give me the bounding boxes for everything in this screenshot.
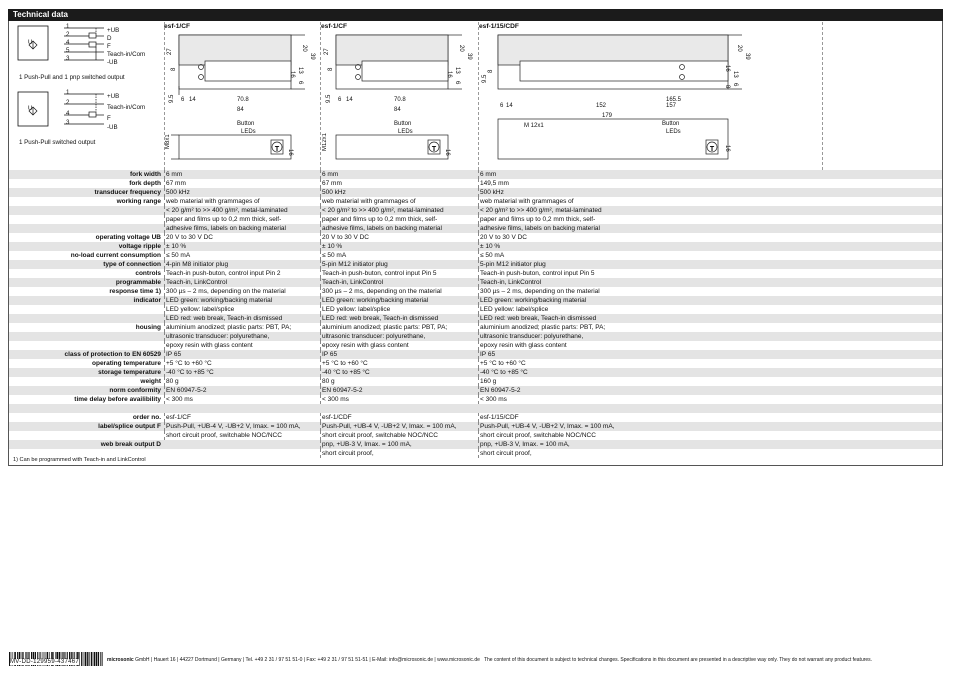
spec-value: Teach-in, LinkControl [320,278,479,287]
spec-value: LED red: web break, Teach-in dismissed [164,314,321,323]
dim-label: 27 [324,48,330,55]
spec-label: fork width [129,171,161,178]
spec-value: LED green: working/backing material [164,296,321,305]
spec-label: voltage ripple [118,243,161,250]
dim-label: 70.8 [237,97,249,103]
dim-label: 39 [744,53,750,60]
dim-label: 16 [446,71,452,78]
spec-label: web break output D [100,441,161,448]
dim-label: 14 [346,97,353,103]
spec-row [9,224,942,233]
spec-value: pnp, +UB-3 V, Imax. = 100 mA, [478,440,823,449]
spec-row [9,422,942,431]
spec-value: ≤ 50 mA [320,251,479,260]
spec-label: time delay before availibility [74,396,161,403]
spec-label: housing [135,324,161,331]
column-title-1: esf-1/CF [164,23,191,30]
spec-value: 80 g [164,377,321,386]
spec-value: Teach-in, LinkControl [478,278,823,287]
spec-row [9,341,942,350]
spec-value: 6 mm [320,170,479,179]
spec-value: Teach-in push-buton, control input Pin 5 [478,269,823,278]
dim-label: 16 [724,65,730,72]
spec-value: 149,5 mm [478,179,823,188]
dim-label: 165.5 [666,97,682,103]
spec-row [9,449,942,458]
schematic-1-pin: 1 [66,23,70,30]
spec-row [9,323,942,332]
spec-value: esf-1/CF [164,413,321,422]
spec-value: LED yellow: label/splice [478,305,823,314]
button-callout: Button [394,121,412,127]
spec-row [9,368,942,377]
dim-label: 8 [488,69,494,73]
spec-value: 20 V to 30 V DC [164,233,321,242]
spec-value: ± 10 % [478,242,823,251]
spec-label: controls [135,270,161,277]
spec-value: 300 µs – 2 ms, depending on the material [320,287,479,296]
spec-value: -40 °C to +85 °C [164,368,321,377]
spec-row [9,170,942,179]
spec-label: operating voltage UB [95,234,161,241]
spec-value: 80 g [320,377,479,386]
spec-row [9,314,942,323]
spec-row [9,395,942,404]
dim-label: 16 [287,149,293,156]
dim-label: 13 [732,71,738,78]
spec-value: +5 °C to +60 °C [478,359,823,368]
spec-value: ultrasonic transducer: polyurethane, [320,332,479,341]
spec-row [9,260,942,269]
signal-label: -UB [107,124,118,131]
spec-value: ± 10 % [320,242,479,251]
leds-callout: LEDs [666,129,681,135]
dim-label: 16 [724,145,730,152]
spec-value: 5-pin M12 initiator plug [478,260,823,269]
dim-label: 8 [171,67,177,71]
dim-label: 6 [732,83,738,87]
spec-value: Push-Pull, +UB-4 V, -UB+2 V, Imax. = 100 mA, [164,422,321,431]
spec-value: ultrasonic transducer: polyurethane, [478,332,823,341]
dim-label: 20 [301,45,307,52]
spec-row [9,242,942,251]
spec-value: ultrasonic transducer: polyurethane, [164,332,321,341]
spec-label: operating temperature [92,360,161,367]
dim-label: 84 [394,107,401,113]
spec-row [9,278,942,287]
signal-label: -UB [107,59,118,66]
spec-value: pnp, +UB-3 V, Imax. = 100 mA, [320,440,479,449]
spec-row [9,305,942,314]
dim-label: 16 [444,149,450,156]
spec-value: LED red: web break, Teach-in dismissed [478,314,823,323]
dim-label: 39 [309,53,315,60]
schematic-2-caption: 1 Push-Pull switched output [19,139,96,146]
spec-value: web material with grammages of [478,197,823,206]
spec-value: < 20 g/m² to >> 400 g/m², metal-laminated [164,206,321,215]
spec-label: indicator [133,297,161,304]
spec-value: esf-1/CDF [320,413,479,422]
spec-value: web material with grammages of [164,197,321,206]
column-divider [478,22,479,170]
dim-label: 179 [602,113,613,119]
dim-label: 6 [297,81,303,85]
spec-value: IP 65 [164,350,321,359]
dim-label: 20 [458,45,464,52]
spec-value: short circuit proof, switchable NOC/NCC [320,431,479,440]
signal-label: +UB [107,93,120,100]
barcode-text: MV-DD-129959-437467 [10,659,80,665]
spec-value: < 20 g/m² to >> 400 g/m², metal-laminated [478,206,823,215]
spec-value: adhesive films, labels on backing material [320,224,479,233]
button-callout: Button [662,121,680,127]
signal-label: +UB [107,27,120,34]
spec-value: short circuit proof, [320,449,479,458]
spec-row [9,179,942,188]
column-divider [822,22,823,170]
spec-value: LED red: web break, Teach-in dismissed [320,314,479,323]
footer-address: GmbH | Hauert 16 | 44227 Dortmund | Germany | Tel. +49 2 31 / 97 51 51-0 | Fax: +49 2 31 / 97 51 51-51 | E-Mail: info@microsonic.de | www.microsonic.de [135,657,480,663]
spec-value: epoxy resin with glass content [320,341,479,350]
spec-label: response time 1) [109,288,161,295]
spec-value: aluminium anodized; plastic parts: PBT, PA; [320,323,479,332]
schematic-2-pin: 1 [66,89,70,96]
button-callout: Button [237,121,255,127]
schematic-1-pin: 4 [66,39,70,46]
spec-value: short circuit proof, [478,449,823,458]
dim-label: M12x1 [322,132,328,151]
sensor-symbol-label: U [28,105,33,112]
dimension-drawing-2 [322,31,476,169]
spec-value: IP 65 [320,350,479,359]
spec-value: adhesive films, labels on backing material [164,224,321,233]
schematic-1-caption: 1 Push-Pull and 1 pnp switched output [19,74,125,81]
spec-value: 6 mm [164,170,321,179]
spec-row [9,386,942,395]
spec-value: Teach-in push-buton, control input Pin 5 [320,269,479,278]
spec-label: order no. [132,414,161,421]
spec-value: epoxy resin with glass content [164,341,321,350]
column-divider [320,22,321,170]
spec-row [9,413,942,422]
signal-label: Teach-in/Com [107,104,146,111]
spec-value: LED green: working/backing material [478,296,823,305]
spec-value: EN 60947-5-2 [164,386,321,395]
schematic-2-pin: 4 [66,110,70,117]
schematic-2-pin: 2 [66,99,70,106]
wiring-schematics [9,22,159,170]
spec-value: Push-Pull, +UB-4 V, -UB+2 V, Imax. = 100 mA, [478,422,823,431]
spec-value: IP 65 [478,350,823,359]
spec-value: 4-pin M8 initiator plug [164,260,321,269]
dim-label: 8 [328,67,334,71]
spec-value: -40 °C to +85 °C [478,368,823,377]
sensor-symbol-label: U [28,39,33,46]
dim-label: 6 [500,103,504,109]
spec-value: LED yellow: label/splice [320,305,479,314]
spec-value: EN 60947-5-2 [320,386,479,395]
spec-value: Push-Pull, +UB-4 V, -UB+2 V, Imax. = 100 mA, [320,422,479,431]
spec-row [9,233,942,242]
spec-value: short circuit proof, switchable NOC/NCC [164,431,321,440]
signal-label: D [107,35,112,42]
spec-value: +5 °C to +60 °C [320,359,479,368]
dim-label: 9.5 [482,74,488,83]
spec-row [9,188,942,197]
spec-label: type of connection [103,261,161,268]
schematic-1-pin: 5 [66,47,70,54]
spec-value: 300 µs – 2 ms, depending on the material [478,287,823,296]
dim-label: 9.5 [326,94,332,103]
footer [107,652,872,668]
dim-label: 6 [338,97,342,103]
spec-value: 20 V to 30 V DC [320,233,479,242]
leds-callout: LEDs [398,129,413,135]
dim-label: 152 [596,103,607,109]
dim-label: 157 [666,103,677,109]
dim-label: 84 [237,107,244,113]
spec-value: 67 mm [320,179,479,188]
spec-label: storage temperature [98,369,161,376]
spec-row [9,251,942,260]
footer-disclaimer: The content of this document is subject to technical changes. Specifications in this document are presented in a descriptive way only. They do not warrant any product features. [483,657,873,663]
footer-brand: microsonic [107,657,134,663]
spec-value: 300 µs – 2 ms, depending on the material [164,287,321,296]
spec-label: weight [140,378,161,385]
spec-row [9,431,942,440]
spec-value: aluminium anodized; plastic parts: PBT, PA; [478,323,823,332]
spec-value: epoxy resin with glass content [478,341,823,350]
spec-value: 5-pin M12 initiator plug [320,260,479,269]
dimension-drawing-3 [480,31,770,169]
dim-label: 8 [724,85,730,89]
spec-value: paper and films up to 0,2 mm thick, self- [478,215,823,224]
dim-label: 6 [181,97,185,103]
dimension-drawing-1 [165,31,319,169]
spec-value: ± 10 % [164,242,321,251]
spec-value: short circuit proof, switchable NOC/NCC [478,431,823,440]
column-title-2: esf-1/CF [321,23,348,30]
spec-label: programmable [115,279,161,286]
dim-label: M8x1 [165,134,171,149]
spec-value: LED green: working/backing material [320,296,479,305]
spec-row [9,296,942,305]
spec-row [9,404,942,413]
spec-row [9,287,942,296]
svg-text:T: T [274,146,280,153]
dim-label: M 12x1 [524,123,544,129]
spec-label: fork depth [129,180,161,187]
schematic-1-pin: 2 [66,31,70,38]
spec-row [9,269,942,278]
column-title-3: esf-1/15/CDF [479,23,519,30]
schematic-1-pin: 3 [66,55,70,62]
spec-value: 500 kHz [478,188,823,197]
spec-label: working range [116,198,161,205]
spec-value: web material with grammages of [320,197,479,206]
spec-value: aluminium anodized; plastic parts: PBT, PA; [164,323,321,332]
spec-value: ≤ 50 mA [478,251,823,260]
dim-label: 39 [466,53,472,60]
dim-label: 27 [167,48,173,55]
dim-label: 9.5 [169,94,175,103]
dim-label: 16 [289,71,295,78]
dim-label: 13 [454,67,460,74]
spec-value: LED yellow: label/splice [164,305,321,314]
spec-value: EN 60947-5-2 [478,386,823,395]
svg-text:T: T [709,146,715,153]
spec-label: no-load current consumption [70,252,161,259]
spec-row [9,206,942,215]
spec-value: 20 V to 30 V DC [478,233,823,242]
spec-label: class of protection to EN 60529 [64,351,161,358]
spec-label: norm conformity [109,387,161,394]
spec-value: 67 mm [164,179,321,188]
leds-callout: LEDs [241,129,256,135]
spec-value: 500 kHz [164,188,321,197]
spec-row [9,332,942,341]
dim-label: 70.8 [394,97,406,103]
spec-value: Teach-in, LinkControl [164,278,321,287]
spec-value: Teach-in push-buton, control input Pin 2 [164,269,321,278]
spec-label: transducer frequency [94,189,161,196]
svg-text:T: T [431,146,437,153]
spec-value: paper and films up to 0,2 mm thick, self- [320,215,479,224]
footnote: 1) Can be programmed with Teach-in and LinkControl [13,457,146,463]
spec-row [9,359,942,368]
spec-value: paper and films up to 0,2 mm thick, self- [164,215,321,224]
spec-value: -40 °C to +85 °C [320,368,479,377]
spec-value: 500 kHz [320,188,479,197]
spec-row [9,377,942,386]
spec-value: +5 °C to +60 °C [164,359,321,368]
dim-label: 14 [506,103,513,109]
signal-label: Teach-in/Com [107,51,146,58]
spec-value: 6 mm [478,170,823,179]
spec-value: < 20 g/m² to >> 400 g/m², metal-laminated [320,206,479,215]
spec-row [9,215,942,224]
dim-label: 13 [297,67,303,74]
spec-value: < 300 ms [478,395,823,404]
spec-value: ≤ 50 mA [164,251,321,260]
spec-row [9,197,942,206]
section-title: Technical data [8,9,943,21]
schematic-2-pin: 3 [66,119,70,126]
dim-label: 20 [736,45,742,52]
spec-label: label/splice output F [98,423,161,430]
signal-label: F [107,43,111,50]
dim-label: 6 [454,81,460,85]
dim-label: 14 [189,97,196,103]
spec-value: < 300 ms [164,395,321,404]
spec-value: esf-1/15/CDF [478,413,823,422]
signal-label: F [107,115,111,122]
spec-value: < 300 ms [320,395,479,404]
spec-row [9,350,942,359]
spec-row [9,440,942,449]
spec-value: 160 g [478,377,823,386]
spec-value: adhesive films, labels on backing material [478,224,823,233]
